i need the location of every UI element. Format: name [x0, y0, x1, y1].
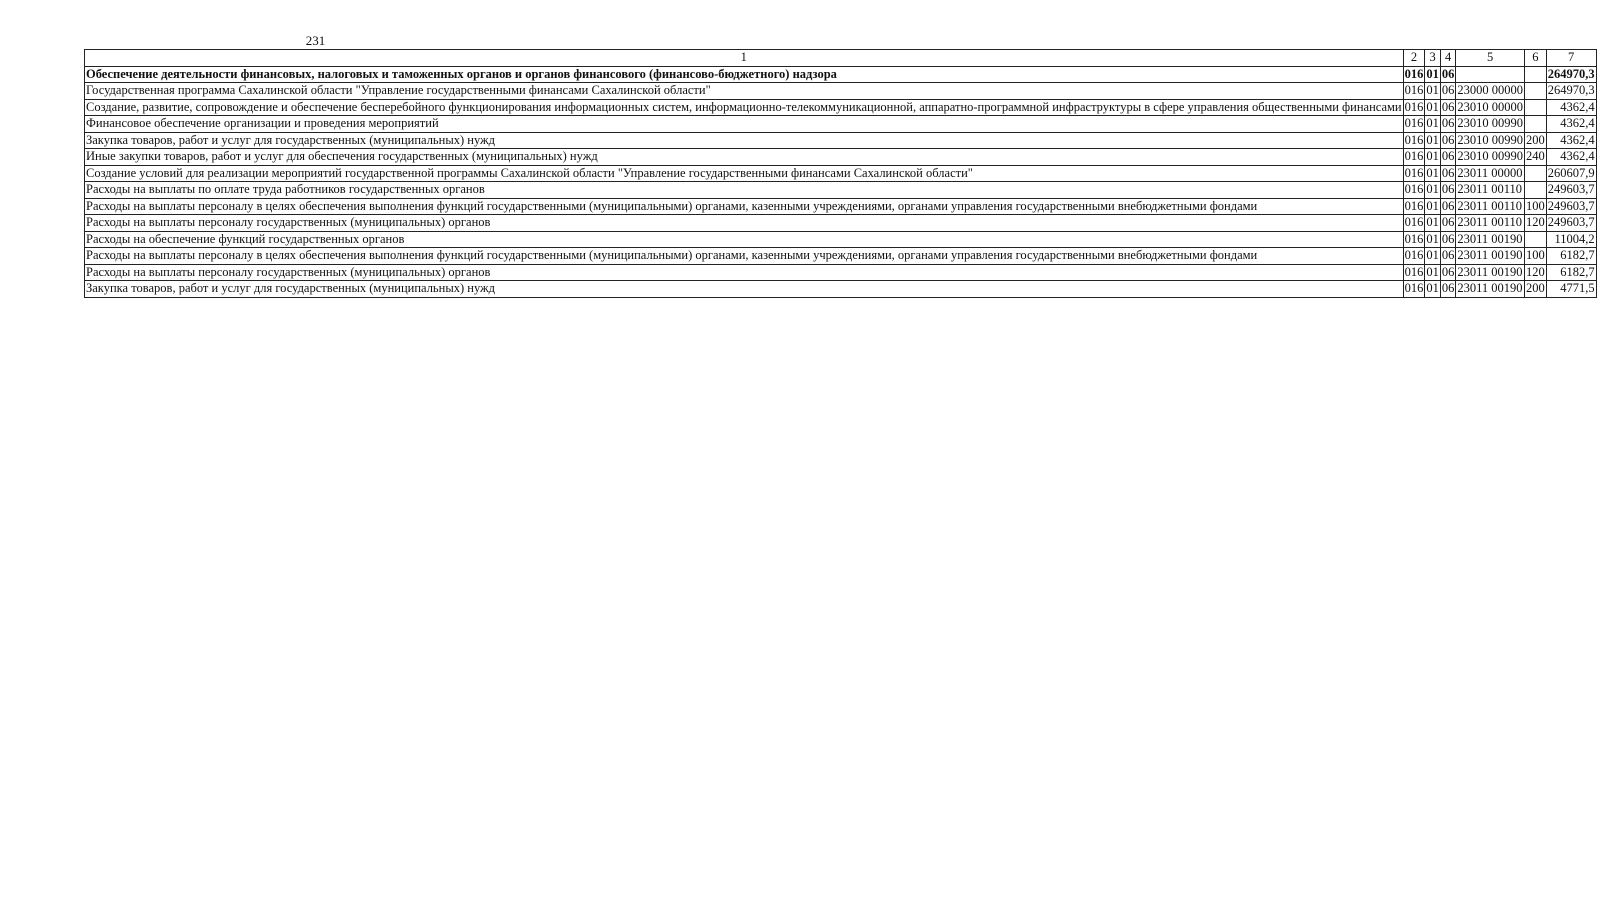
row-name: Государственная программа Сахалинской области "Управление государственными финансами Сахалинской области" [85, 83, 1404, 100]
row-vr: 100 [1525, 198, 1545, 213]
table-row [85, 198, 1597, 215]
row-vr: 200 [1525, 281, 1545, 295]
row-ved: 016 [1404, 66, 1424, 81]
row-name: Обеспечение деятельности финансовых, налоговых и таможенных органов и органов финансового (финансово-бюджетного) надзора [85, 66, 1404, 83]
budget-table [84, 49, 1597, 298]
table-row [85, 149, 1597, 166]
table-row [85, 215, 1597, 232]
header-col-6: 6 [1524, 50, 1546, 67]
row-name: Расходы на обеспечение функций государственных органов [85, 231, 1404, 248]
row-vr [1524, 116, 1546, 133]
row-rz: 01 [1426, 83, 1439, 97]
row-sum: 249603,7 [1547, 198, 1595, 213]
row-ved: 016 [1404, 116, 1424, 130]
row-name: Расходы на выплаты персоналу в целях обеспечения выполнения функций государственными (муниципальными) органами, казенными учреждениями, органами управления государственными внебюджетными фондами [85, 248, 1404, 265]
row-ved: 016 [1404, 248, 1424, 262]
row-name: Расходы на выплаты по оплате труда работников государственных органов [85, 182, 1404, 199]
header-col-4: 4 [1440, 50, 1456, 67]
row-sum: 4362,4 [1546, 149, 1596, 166]
row-vr [1524, 165, 1546, 182]
table-row [85, 248, 1597, 265]
row-csr: 23011 00110 [1456, 215, 1525, 232]
table-row [85, 116, 1597, 133]
row-rz: 01 [1426, 182, 1439, 196]
row-csr: 23010 00990 [1457, 149, 1523, 163]
row-pr: 06 [1441, 132, 1455, 147]
row-ved: 016 [1404, 132, 1424, 147]
row-vr [1524, 83, 1546, 100]
row-sum: 249603,7 [1547, 182, 1595, 196]
row-ved: 016 [1404, 99, 1424, 114]
row-ved: 016 [1404, 83, 1424, 97]
row-vr: 100 [1525, 248, 1545, 262]
row-ved: 016 [1404, 198, 1424, 213]
row-sum: 4362,4 [1546, 99, 1596, 116]
row-rz: 01 [1426, 66, 1439, 81]
row-name: Финансовое обеспечение организации и проведения мероприятий [85, 116, 1404, 133]
row-csr: 23010 00990 [1457, 116, 1523, 130]
row-csr: 23011 00000 [1457, 165, 1523, 180]
row-rz: 01 [1426, 281, 1439, 295]
row-sum: 11004,2 [1546, 231, 1596, 248]
row-vr: 120 [1525, 215, 1545, 229]
row-rz: 01 [1426, 149, 1439, 163]
row-csr: 23010 00000 [1457, 99, 1523, 114]
row-sum: 264970,3 [1547, 66, 1595, 81]
row-name: Закупка товаров, работ и услуг для государственных (муниципальных) нужд [85, 132, 1404, 149]
row-sum: 4362,4 [1546, 116, 1596, 133]
row-vr [1524, 231, 1546, 248]
row-pr: 06 [1441, 149, 1455, 163]
row-vr [1524, 182, 1546, 199]
row-sum: 249603,7 [1547, 215, 1595, 229]
row-name: Создание, развитие, сопровождение и обеспечение бесперебойного функционирования информационных систем, информационно-телекоммуникационной, аппаратно-программной инфраструктуры в сфере управления общественными финансами [86, 99, 1402, 114]
row-pr: 06 [1441, 99, 1455, 114]
header-row [85, 50, 1597, 67]
row-vr: 200 [1525, 132, 1545, 147]
row-ved: 016 [1404, 231, 1424, 246]
table-row [85, 231, 1597, 248]
row-csr: 23011 00190 [1457, 231, 1523, 246]
row-csr: 23011 00190 [1457, 281, 1523, 295]
row-sum: 264970,3 [1547, 83, 1595, 97]
row-sum: 4362,4 [1546, 132, 1596, 149]
row-ved: 016 [1404, 281, 1424, 295]
row-rz: 01 [1426, 248, 1439, 262]
row-csr: 23011 00110 [1456, 182, 1525, 199]
row-ved: 016 [1404, 215, 1424, 229]
table-row [85, 165, 1597, 182]
row-vr [1524, 99, 1546, 116]
row-rz: 01 [1426, 99, 1439, 114]
row-pr: 06 [1441, 83, 1455, 97]
row-pr: 06 [1441, 66, 1455, 81]
row-csr: 23011 00190 [1457, 264, 1523, 279]
row-pr: 06 [1441, 116, 1455, 130]
row-pr: 06 [1441, 198, 1455, 213]
row-sum: 6182,7 [1546, 248, 1596, 265]
row-name: Расходы на выплаты персоналу государственных (муниципальных) органов [85, 264, 1404, 281]
row-pr: 06 [1441, 248, 1455, 262]
header-col-1: 1 [85, 50, 1404, 67]
row-pr: 06 [1441, 165, 1455, 180]
row-name: Иные закупки товаров, работ и услуг для обеспечения государственных (муниципальных) нужд [85, 149, 1404, 166]
row-ved: 016 [1404, 264, 1424, 279]
table-row [85, 182, 1597, 199]
row-name: Закупка товаров, работ и услуг для государственных (муниципальных) нужд [85, 281, 1404, 298]
table-row [85, 281, 1597, 298]
row-rz: 01 [1426, 215, 1439, 229]
row-sum: 260607,9 [1547, 165, 1595, 180]
row-name: Расходы на выплаты персоналу в целях обеспечения выполнения функций государственными (муниципальными) органами, казенными учреждениями, органами управления государственными внебюджетными фондами [85, 198, 1404, 215]
row-csr: 23000 00000 [1457, 83, 1523, 97]
table-row [85, 66, 1597, 83]
row-rz: 01 [1426, 116, 1439, 130]
table-row [85, 99, 1597, 116]
row-ved: 016 [1404, 182, 1424, 196]
row-sum: 6182,7 [1546, 264, 1596, 281]
row-pr: 06 [1441, 215, 1455, 229]
header-col-2: 2 [1403, 50, 1425, 67]
row-vr [1524, 66, 1546, 83]
row-rz: 01 [1426, 198, 1439, 213]
row-csr: 23010 00990 [1457, 132, 1523, 147]
header-col-5: 5 [1456, 50, 1525, 67]
table-row [85, 83, 1597, 100]
table-row [85, 132, 1597, 149]
row-rz: 01 [1426, 132, 1439, 147]
row-vr: 240 [1525, 149, 1545, 163]
row-pr: 06 [1441, 281, 1455, 295]
row-rz: 01 [1426, 231, 1439, 246]
row-csr [1456, 66, 1525, 83]
row-sum: 4771,5 [1546, 281, 1596, 298]
row-csr: 23011 00190 [1457, 248, 1523, 262]
row-name: Расходы на выплаты персоналу государственных (муниципальных) органов [85, 215, 1404, 232]
row-vr: 120 [1525, 264, 1545, 279]
row-name: Создание условий для реализации мероприятий государственной программы Сахалинской области "Управление государственными финансами Сахалинской области" [85, 165, 1404, 182]
row-rz: 01 [1426, 264, 1439, 279]
header-col-7: 7 [1546, 50, 1596, 67]
row-rz: 01 [1426, 165, 1439, 180]
row-pr: 06 [1441, 264, 1455, 279]
row-ved: 016 [1404, 165, 1424, 180]
header-col-3: 3 [1425, 50, 1441, 67]
row-csr: 23011 00110 [1456, 198, 1525, 215]
row-pr: 06 [1441, 231, 1455, 246]
page-number: 231 [305, 33, 326, 48]
row-ved: 016 [1404, 149, 1424, 163]
table-row [85, 264, 1597, 281]
row-pr: 06 [1441, 182, 1455, 196]
